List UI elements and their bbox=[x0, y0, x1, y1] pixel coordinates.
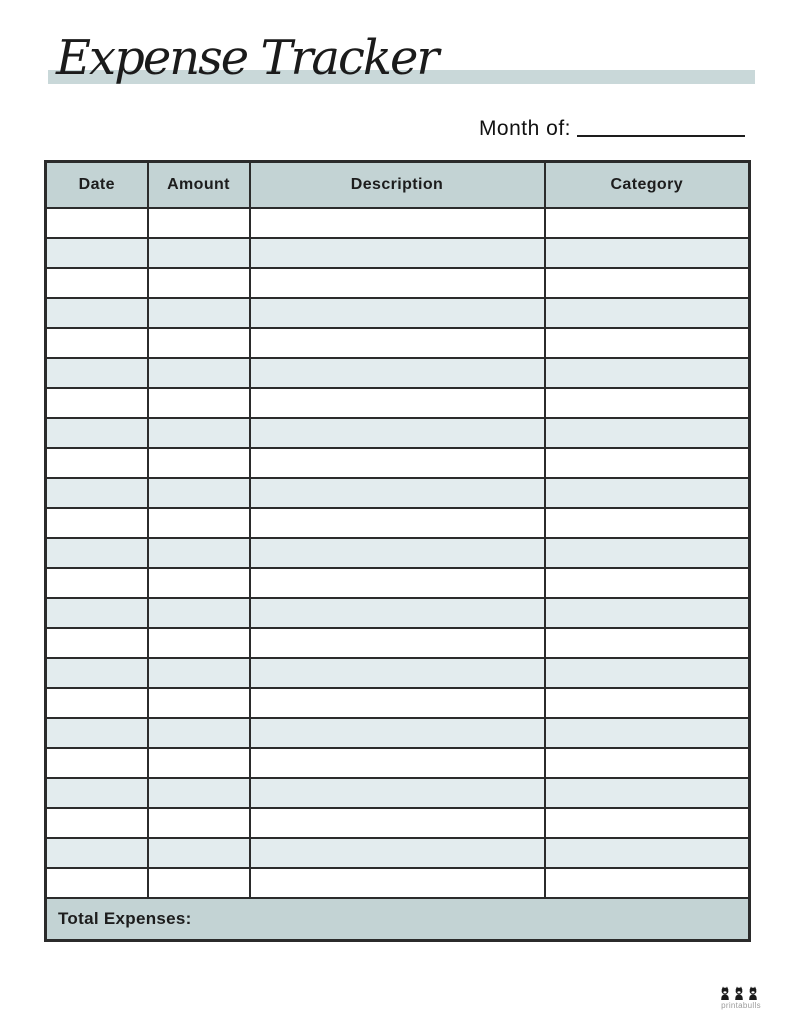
expense-cell-date[interactable] bbox=[46, 658, 148, 688]
expense-cell-date[interactable] bbox=[46, 568, 148, 598]
table-row bbox=[46, 568, 750, 598]
expense-cell-amount[interactable] bbox=[148, 538, 250, 568]
expense-cell-description[interactable] bbox=[250, 388, 545, 418]
expense-cell-category[interactable] bbox=[545, 538, 750, 568]
expense-cell-date[interactable] bbox=[46, 268, 148, 298]
expense-cell-category[interactable] bbox=[545, 328, 750, 358]
expense-table-body bbox=[46, 208, 750, 898]
expense-cell-category[interactable] bbox=[545, 568, 750, 598]
expense-cell-amount[interactable] bbox=[148, 568, 250, 598]
expense-cell-date[interactable] bbox=[46, 598, 148, 628]
expense-cell-date[interactable] bbox=[46, 868, 148, 898]
expense-cell-amount[interactable] bbox=[148, 448, 250, 478]
column-header-amount: Amount bbox=[148, 162, 250, 209]
expense-cell-amount[interactable] bbox=[148, 658, 250, 688]
expense-cell-description[interactable] bbox=[250, 688, 545, 718]
table-row bbox=[46, 388, 750, 418]
expense-cell-amount[interactable] bbox=[148, 328, 250, 358]
table-row bbox=[46, 238, 750, 268]
expense-cell-amount[interactable] bbox=[148, 718, 250, 748]
table-row bbox=[46, 448, 750, 478]
expense-cell-date[interactable] bbox=[46, 478, 148, 508]
expense-cell-category[interactable] bbox=[545, 418, 750, 448]
month-of-row bbox=[479, 116, 745, 141]
expense-cell-description[interactable] bbox=[250, 328, 545, 358]
expense-cell-description[interactable] bbox=[250, 448, 545, 478]
expense-cell-amount[interactable] bbox=[148, 358, 250, 388]
expense-cell-description[interactable] bbox=[250, 238, 545, 268]
header-row bbox=[46, 162, 750, 209]
expense-cell-description[interactable] bbox=[250, 418, 545, 448]
table-row bbox=[46, 538, 750, 568]
expense-cell-amount[interactable] bbox=[148, 598, 250, 628]
expense-cell-date[interactable] bbox=[46, 718, 148, 748]
expense-cell-category[interactable] bbox=[545, 208, 750, 238]
expense-cell-date[interactable] bbox=[46, 328, 148, 358]
expense-cell-description[interactable] bbox=[250, 718, 545, 748]
expense-cell-date[interactable] bbox=[46, 748, 148, 778]
month-of-label: Month of: bbox=[478, 117, 571, 140]
expense-cell-category[interactable] bbox=[545, 448, 750, 478]
expense-cell-date[interactable] bbox=[46, 448, 148, 478]
table-row bbox=[46, 358, 750, 388]
table-row bbox=[46, 808, 750, 838]
expense-cell-category[interactable] bbox=[545, 748, 750, 778]
table-row bbox=[46, 658, 750, 688]
expense-cell-description[interactable] bbox=[250, 208, 545, 238]
expense-cell-amount[interactable] bbox=[148, 868, 250, 898]
expense-cell-description[interactable] bbox=[250, 838, 545, 868]
table-row bbox=[46, 478, 750, 508]
expense-cell-amount[interactable] bbox=[148, 748, 250, 778]
table-row bbox=[46, 718, 750, 748]
expense-cell-date[interactable] bbox=[46, 778, 148, 808]
expense-cell-date[interactable] bbox=[46, 538, 148, 568]
expense-cell-description[interactable] bbox=[250, 358, 545, 388]
expense-cell-description[interactable] bbox=[250, 598, 545, 628]
expense-cell-category[interactable] bbox=[545, 808, 750, 838]
expense-cell-description[interactable] bbox=[250, 298, 545, 328]
expense-cell-amount[interactable] bbox=[148, 268, 250, 298]
expense-table-footer bbox=[46, 898, 750, 941]
expense-cell-description[interactable] bbox=[250, 658, 545, 688]
expense-cell-description[interactable] bbox=[250, 478, 545, 508]
table-row bbox=[46, 328, 750, 358]
expense-cell-category[interactable] bbox=[545, 598, 750, 628]
table-row bbox=[46, 268, 750, 298]
table-row bbox=[46, 298, 750, 328]
expense-cell-category[interactable] bbox=[545, 868, 750, 898]
expense-cell-category[interactable] bbox=[545, 478, 750, 508]
expense-cell-category[interactable] bbox=[545, 268, 750, 298]
table-row bbox=[46, 208, 750, 238]
expense-cell-amount[interactable] bbox=[148, 508, 250, 538]
table-row bbox=[46, 688, 750, 718]
expense-cell-amount[interactable] bbox=[148, 688, 250, 718]
table-row bbox=[46, 598, 750, 628]
expense-cell-description[interactable] bbox=[250, 268, 545, 298]
column-header-description: Description bbox=[250, 162, 545, 209]
expense-cell-date[interactable] bbox=[46, 508, 148, 538]
expense-cell-amount[interactable] bbox=[148, 298, 250, 328]
expense-cell-date[interactable] bbox=[46, 238, 148, 268]
expense-cell-date[interactable] bbox=[46, 298, 148, 328]
expense-cell-amount[interactable] bbox=[148, 478, 250, 508]
expense-cell-amount[interactable] bbox=[148, 838, 250, 868]
expense-cell-date[interactable] bbox=[46, 628, 148, 658]
expense-table bbox=[44, 160, 751, 942]
table-row bbox=[46, 748, 750, 778]
expense-cell-date[interactable] bbox=[46, 808, 148, 838]
expense-cell-description[interactable] bbox=[250, 628, 545, 658]
table-row bbox=[46, 868, 750, 898]
expense-cell-description[interactable] bbox=[250, 538, 545, 568]
expense-cell-description[interactable] bbox=[250, 748, 545, 778]
expense-cell-category[interactable] bbox=[545, 688, 750, 718]
expense-cell-category[interactable] bbox=[545, 358, 750, 388]
table-row bbox=[46, 628, 750, 658]
table-row bbox=[46, 508, 750, 538]
expense-cell-description[interactable] bbox=[250, 868, 545, 898]
expense-cell-amount[interactable] bbox=[148, 808, 250, 838]
bulldogs-icon bbox=[720, 986, 762, 1001]
expense-table-header bbox=[46, 162, 750, 209]
expense-cell-description[interactable] bbox=[250, 778, 545, 808]
expense-cell-date[interactable] bbox=[46, 358, 148, 388]
month-input-line[interactable] bbox=[577, 135, 745, 137]
expense-cell-category[interactable] bbox=[545, 658, 750, 688]
printabulls-logo bbox=[706, 986, 776, 1010]
table-row bbox=[46, 418, 750, 448]
column-header-date: Date bbox=[46, 162, 148, 209]
table-row bbox=[46, 838, 750, 868]
column-header-category: Category bbox=[545, 162, 750, 209]
total-expenses-label: Total Expenses: bbox=[58, 909, 192, 928]
expense-cell-category[interactable] bbox=[545, 508, 750, 538]
expense-cell-category[interactable] bbox=[545, 238, 750, 268]
expense-cell-amount[interactable] bbox=[148, 418, 250, 448]
expense-cell-description[interactable] bbox=[250, 808, 545, 838]
expense-cell-amount[interactable] bbox=[148, 628, 250, 658]
expense-cell-date[interactable] bbox=[46, 388, 148, 418]
expense-cell-date[interactable] bbox=[46, 688, 148, 718]
total-expenses-row bbox=[46, 898, 750, 941]
expense-cell-amount[interactable] bbox=[148, 238, 250, 268]
expense-cell-amount[interactable] bbox=[148, 778, 250, 808]
expense-cell-description[interactable] bbox=[250, 568, 545, 598]
expense-cell-date[interactable] bbox=[46, 838, 148, 868]
expense-cell-date[interactable] bbox=[46, 418, 148, 448]
expense-cell-category[interactable] bbox=[545, 298, 750, 328]
expense-cell-category[interactable] bbox=[545, 778, 750, 808]
expense-cell-category[interactable] bbox=[545, 718, 750, 748]
logo-text: printabulls bbox=[721, 1001, 761, 1010]
expense-cell-amount[interactable] bbox=[148, 388, 250, 418]
expense-cell-category[interactable] bbox=[545, 838, 750, 868]
expense-cell-category[interactable] bbox=[545, 388, 750, 418]
table-row bbox=[46, 778, 750, 808]
expense-cell-amount[interactable] bbox=[148, 208, 250, 238]
page-title: Expense Tracker bbox=[56, 30, 438, 86]
total-expenses-cell[interactable] bbox=[46, 898, 750, 941]
expense-cell-category[interactable] bbox=[545, 628, 750, 658]
expense-cell-date[interactable] bbox=[46, 208, 148, 238]
expense-cell-description[interactable] bbox=[250, 508, 545, 538]
